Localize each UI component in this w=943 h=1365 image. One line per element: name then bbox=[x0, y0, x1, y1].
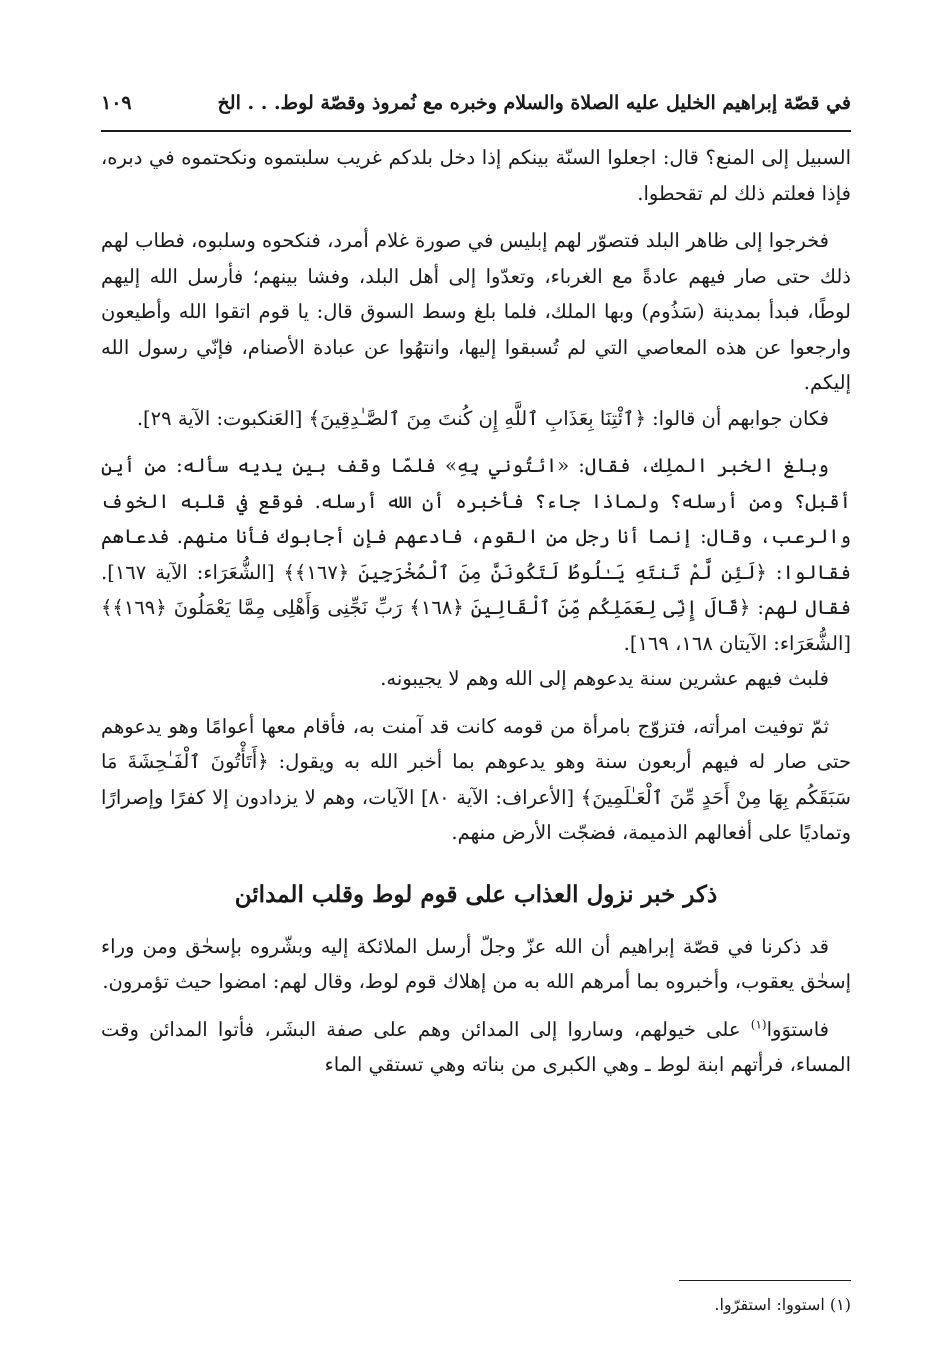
paragraph: قد ذكرنا في قصّة إبراهيم أن الله عزّ وجلّ أرسل الملائكة إليه وبشّروه بإسحٰق ومن وراء إسحٰق يعقوب، وأخبروه بما أمرهم الله به من إهلاك قوم لوط، وقال لهم: امضوا حيث تؤمرون. bbox=[101, 934, 851, 993]
paragraph: السبيل إلى المنع؟ قال: اجعلوا السنّة بينكم إذا دخل بلدكم غريب سلبتموه ونكحتموه في دبره، فإذا فعلتم ذلك لم تقحطوا. bbox=[101, 146, 851, 205]
footnote: (١) استووا: استقرّوا. bbox=[714, 1295, 851, 1314]
page-number: ١٠٩ bbox=[101, 92, 132, 114]
footnote-anchor-word: فاستوَوا bbox=[766, 1017, 830, 1041]
paragraph: ثمّ توفيت امرأته، فتزوّج بامرأة من قومه كانت قد آمنت به، فأقام معها أعوامًا وهو يدعوهم حتى صار له فيهم أربعون سنة وهو يدعوهم بما أخبر الله به ويقول: ﴿أَتَأْتُونَ ٱلْفَـٰحِشَةَ مَا سَبَقَكُم بِهَا مِنْ أَحَدٍ مِّنَ ٱلْعَـٰلَمِينَ﴾ [الأعراف: الآية ٨٠] الآيات، وهم لا يزدادون إلا كفرًا وإصرارًا وتماديًا على أفعالهم الذميمة، فضجّت الأرض منهم. bbox=[101, 714, 851, 844]
paragraph: فاستوَوا$^{(١)}$ على خيولهم، وساروا إلى المدائن وهم على صفة البشَر، فأتوا المدائن وقت المساء، فرأتهم ابنة لوط ـ وهي الكبرى من بناته وهي تستقي الماء bbox=[101, 1017, 851, 1076]
paragraph: وبلغ الخبر الملِك، فقال: «ائتُوني بِهِ» فلمّا وقف بين يديه سأله: من أين أقبل؟ ومن أرسله؟ ولماذا جاء؟ فأخبره أن الله أرسله. فوقع في قلبه الخوف والرعب، وقال: إنما أنا رجل من القوم، فادعهم فإن أجابوك فأنا منهم. فدعاهم فقالوا: ﴿لَئِن لَّمْ تَنتَهِ يَـٰلُوطُ لَتَكُونَنَّ مِنَ ٱلْمُخْرَجِينَ ﴿١٦٧﴾﴾ [الشُّعَرَاء: الآية ١٦٧]. فقال لهم: ﴿قَالَ إِنِّى لِعَمَلِكُم مِّنَ ٱلْقَالِينَ ﴿١٦٨﴾ رَبِّ نَجِّنِى وَأَهْلِى مِمَّا يَعْمَلُونَ ﴿١٦٩﴾﴾ [الشُّعَرَاء: الآيتان ١٦٨، ١٦٩]. bbox=[101, 454, 851, 655]
paragraph: فكان جوابهم أن قالوا: ﴿ٱئْتِنَا بِعَذَابِ ٱللَّهِ إِن كُنتَ مِنَ ٱلصَّـٰدِقِينَ﴾ [العَنكبوت: الآية ٢٩]. bbox=[136, 406, 829, 430]
footnote-marker[interactable]: (١) bbox=[750, 1017, 767, 1031]
section-heading: ذكر خبر نزول العذاب على قوم لوط وقلب المدائن bbox=[234, 880, 718, 908]
main-text bbox=[101, 140, 851, 1083]
paragraph: فلبث فيهم عشرين سنة يدعوهم إلى الله وهم لا يجيبونه. bbox=[380, 667, 829, 690]
header-title: في قصّة إبراهيم الخليل عليه الصلاة والسلام وخبره مع نُمروذ وقصّة لوط. . . الخ bbox=[217, 92, 851, 114]
footnote-divider bbox=[679, 1280, 851, 1281]
paragraph: فخرجوا إلى ظاهر البلد فتصوّر لهم إبليس في صورة غلام أمرد، فنكحوه وسلبوه، فطاب لهم ذلك حتى صار فيهم عادةً مع الغرباء، وتعدّوا إلى أهل البلد، وفشا بينهم؛ فأرسل الله إليهم لوطًا، فبدأ بمدينة (سَذُوم) وبها الملك، فلما بلغ وسط السوق قال: يا قوم اتقوا الله وأطيعون وارجعوا عن هذه المعاصي التي لم تُسبقوا إليها، وانتهُوا عن عبادة الأصنام، فإنّي رسول الله إليكم. bbox=[101, 229, 851, 394]
running-header bbox=[101, 86, 851, 132]
